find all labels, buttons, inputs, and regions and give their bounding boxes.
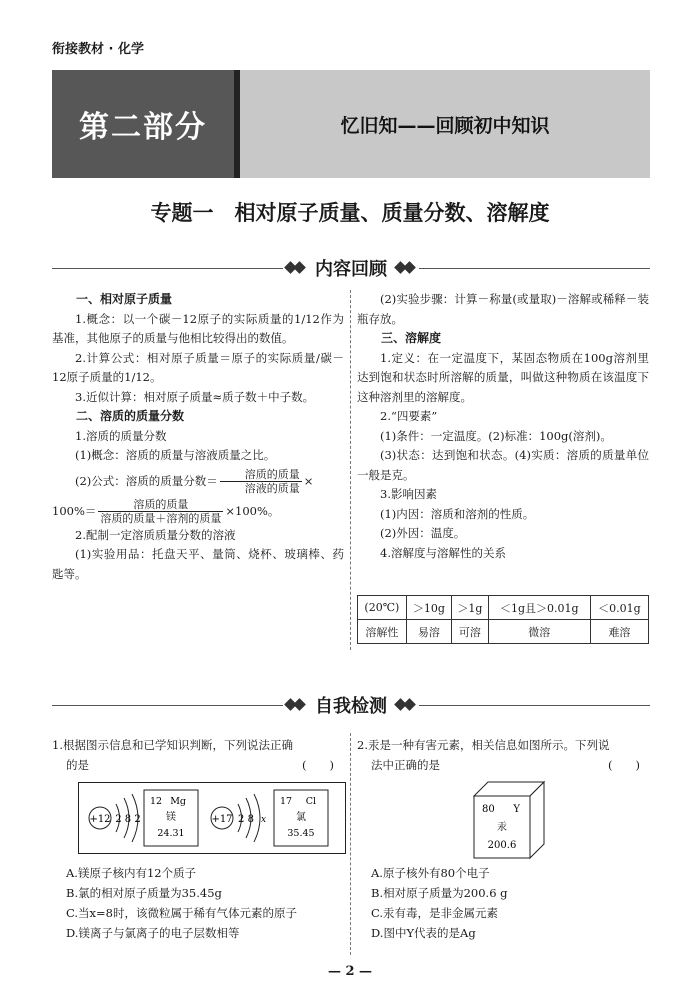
- part-banner: [52, 70, 650, 178]
- option-a[interactable]: A.镁原子核内有12个质子: [66, 866, 197, 880]
- mg-mass: 24.31: [157, 828, 185, 839]
- table-cell: 溶解性: [358, 620, 407, 644]
- table-cell: 易溶: [406, 620, 451, 644]
- option-b[interactable]: B.氯的相对原子质量为35.45g: [66, 886, 222, 900]
- paragraph: 1.定义：在一定温度下，某固态物质在100g溶剂里达到饱和状态时所溶解的质量，叫做这种物质在该温度下这种溶剂里的溶解度。: [357, 350, 649, 404]
- diamond-icon: [396, 699, 416, 711]
- paragraph: (2)实验步骤：计算－称量(或量取)－溶解或稀释－装瓶存放。: [357, 292, 649, 326]
- header-tag: 衔接教材 · 化学: [52, 42, 144, 57]
- paragraph: 2.配制一定溶质质量分数的溶液: [75, 527, 236, 542]
- question-2: 2.汞是一种有害元素，相关信息如图所示。下列说 法中正确的是: [357, 738, 610, 772]
- element-cube-figure: [470, 778, 550, 860]
- cl-x: x: [261, 815, 267, 825]
- option-d[interactable]: D.镁离子与氯离子的电子层数相等: [66, 926, 240, 940]
- diamond-icon: [286, 699, 306, 711]
- review-left-column: [52, 290, 344, 584]
- table-cell: 难溶: [590, 620, 648, 644]
- table-cell: ＞10g: [406, 596, 451, 620]
- mg-nucleus: +12: [89, 814, 111, 825]
- cl-number: 17: [280, 796, 293, 807]
- paragraph: 2.计算公式：相对原子质量＝原子的实际质量/碳－12原子质量的1/12。: [52, 350, 344, 384]
- column-divider: [350, 290, 351, 650]
- option-c[interactable]: C.汞有毒，是非金属元素: [371, 906, 499, 920]
- formula-line: 100%＝ $\frac{\text{溶质的质量}}{\text{溶质的质量＋溶剂的质量}}$ ×100%。: [52, 498, 280, 525]
- section-title: 三、溶解度: [381, 331, 442, 345]
- mg-number: 12: [150, 796, 163, 807]
- diamond-icon: [396, 262, 416, 274]
- question-1-options: [52, 863, 344, 943]
- cl-mass: 35.45: [287, 828, 315, 839]
- cl-nucleus: +17: [211, 814, 233, 825]
- answer-paren: ( ): [608, 758, 640, 772]
- table-cell: 微溶: [488, 620, 590, 644]
- cl-name: 氯: [296, 812, 306, 823]
- paragraph: 1.溶质的质量分数: [75, 428, 167, 443]
- fraction: $\frac{\text{溶质的质量}}{\text{溶液的质量}}$: [220, 468, 302, 495]
- mg-shells: 2 8 2: [115, 814, 141, 825]
- paragraph: 4.溶解度与溶解性的关系: [380, 545, 506, 560]
- section-title: 二、溶质的质量分数: [76, 409, 185, 423]
- column-divider: [350, 733, 351, 955]
- question-1: 1.根据图示信息和已学知识判断，下列说法正确 的是: [52, 738, 293, 772]
- table-cell: ＜0.01g: [590, 596, 648, 620]
- hg-symbol: Y: [513, 804, 520, 815]
- paragraph: (1)概念：溶质的质量与溶液质量之比。: [75, 448, 276, 462]
- mg-name: 镁: [166, 812, 176, 823]
- paragraph: 3.近似计算：相对原子质量≈质子数＋中子数。: [75, 389, 315, 404]
- paragraph: (1)内因：溶质和溶剂的性质。: [380, 506, 535, 521]
- formula-line: (2)公式：溶质的质量分数＝ $\frac{\text{溶质的质量}}{\text{溶液的质量}}$ ×: [75, 468, 314, 495]
- option-a[interactable]: A.原子核外有80个电子: [371, 866, 490, 880]
- page-number: — 2 —: [327, 964, 373, 979]
- atom-structure-figure: [78, 782, 346, 854]
- paragraph: 1.概念：以一个碳－12原子的实际质量的1/12作为基准，其他原子的质量与他相比较得出的数值。: [52, 311, 344, 345]
- check-heading: 自我检测: [52, 693, 650, 717]
- fraction: $\frac{\text{溶质的质量}}{\text{溶质的质量＋溶剂的质量}}$: [100, 498, 222, 525]
- option-c[interactable]: C.当x=8时，该微粒属于稀有气体元素的原子: [66, 906, 297, 920]
- answer-paren: ( ): [302, 758, 334, 772]
- solubility-table: [357, 595, 649, 644]
- diamond-icon: [286, 262, 306, 274]
- banner-subtitle: 忆旧知——回顾初中知识: [240, 70, 650, 178]
- cl-shells: 2 8: [238, 814, 254, 825]
- table-cell: ＜1g且＞0.01g: [488, 596, 590, 620]
- option-b[interactable]: B.相对原子质量为200.6 g: [371, 886, 508, 900]
- hg-name: 汞: [497, 822, 507, 833]
- hg-mass: 200.6: [487, 840, 517, 851]
- paragraph: (1)条件：一定温度。(2)标准：100g(溶剂)。: [380, 428, 612, 443]
- paragraph: (1)实验用品：托盘天平、量筒、烧杯、玻璃棒、药匙等。: [52, 547, 344, 581]
- review-right-column: [357, 290, 649, 563]
- paragraph: 3.影响因素: [380, 487, 437, 501]
- review-heading: 内容回顾: [52, 256, 650, 280]
- table-row: [358, 596, 649, 620]
- banner-part: 第二部分: [52, 70, 240, 178]
- paragraph: (2)外因：温度。: [380, 526, 466, 540]
- cl-symbol: Cl: [305, 796, 316, 807]
- option-d[interactable]: D.图中Y代表的是Ag: [371, 926, 476, 940]
- mg-symbol: Mg: [170, 796, 186, 807]
- question-2-options: [357, 863, 649, 943]
- topic-title: 专题一 相对原子质量、质量分数、溶解度: [150, 200, 550, 225]
- paragraph: 2.“四要素”: [380, 409, 438, 423]
- table-cell: 可溶: [452, 620, 489, 644]
- table-cell: (20℃): [358, 596, 407, 620]
- hg-number: 80: [482, 804, 495, 815]
- section-title: 一、相对原子质量: [76, 292, 173, 306]
- table-row: [358, 620, 649, 644]
- paragraph: (3)状态：达到饱和状态。(4)实质：溶质的质量单位一般是克。: [357, 448, 649, 482]
- table-cell: ＞1g: [452, 596, 489, 620]
